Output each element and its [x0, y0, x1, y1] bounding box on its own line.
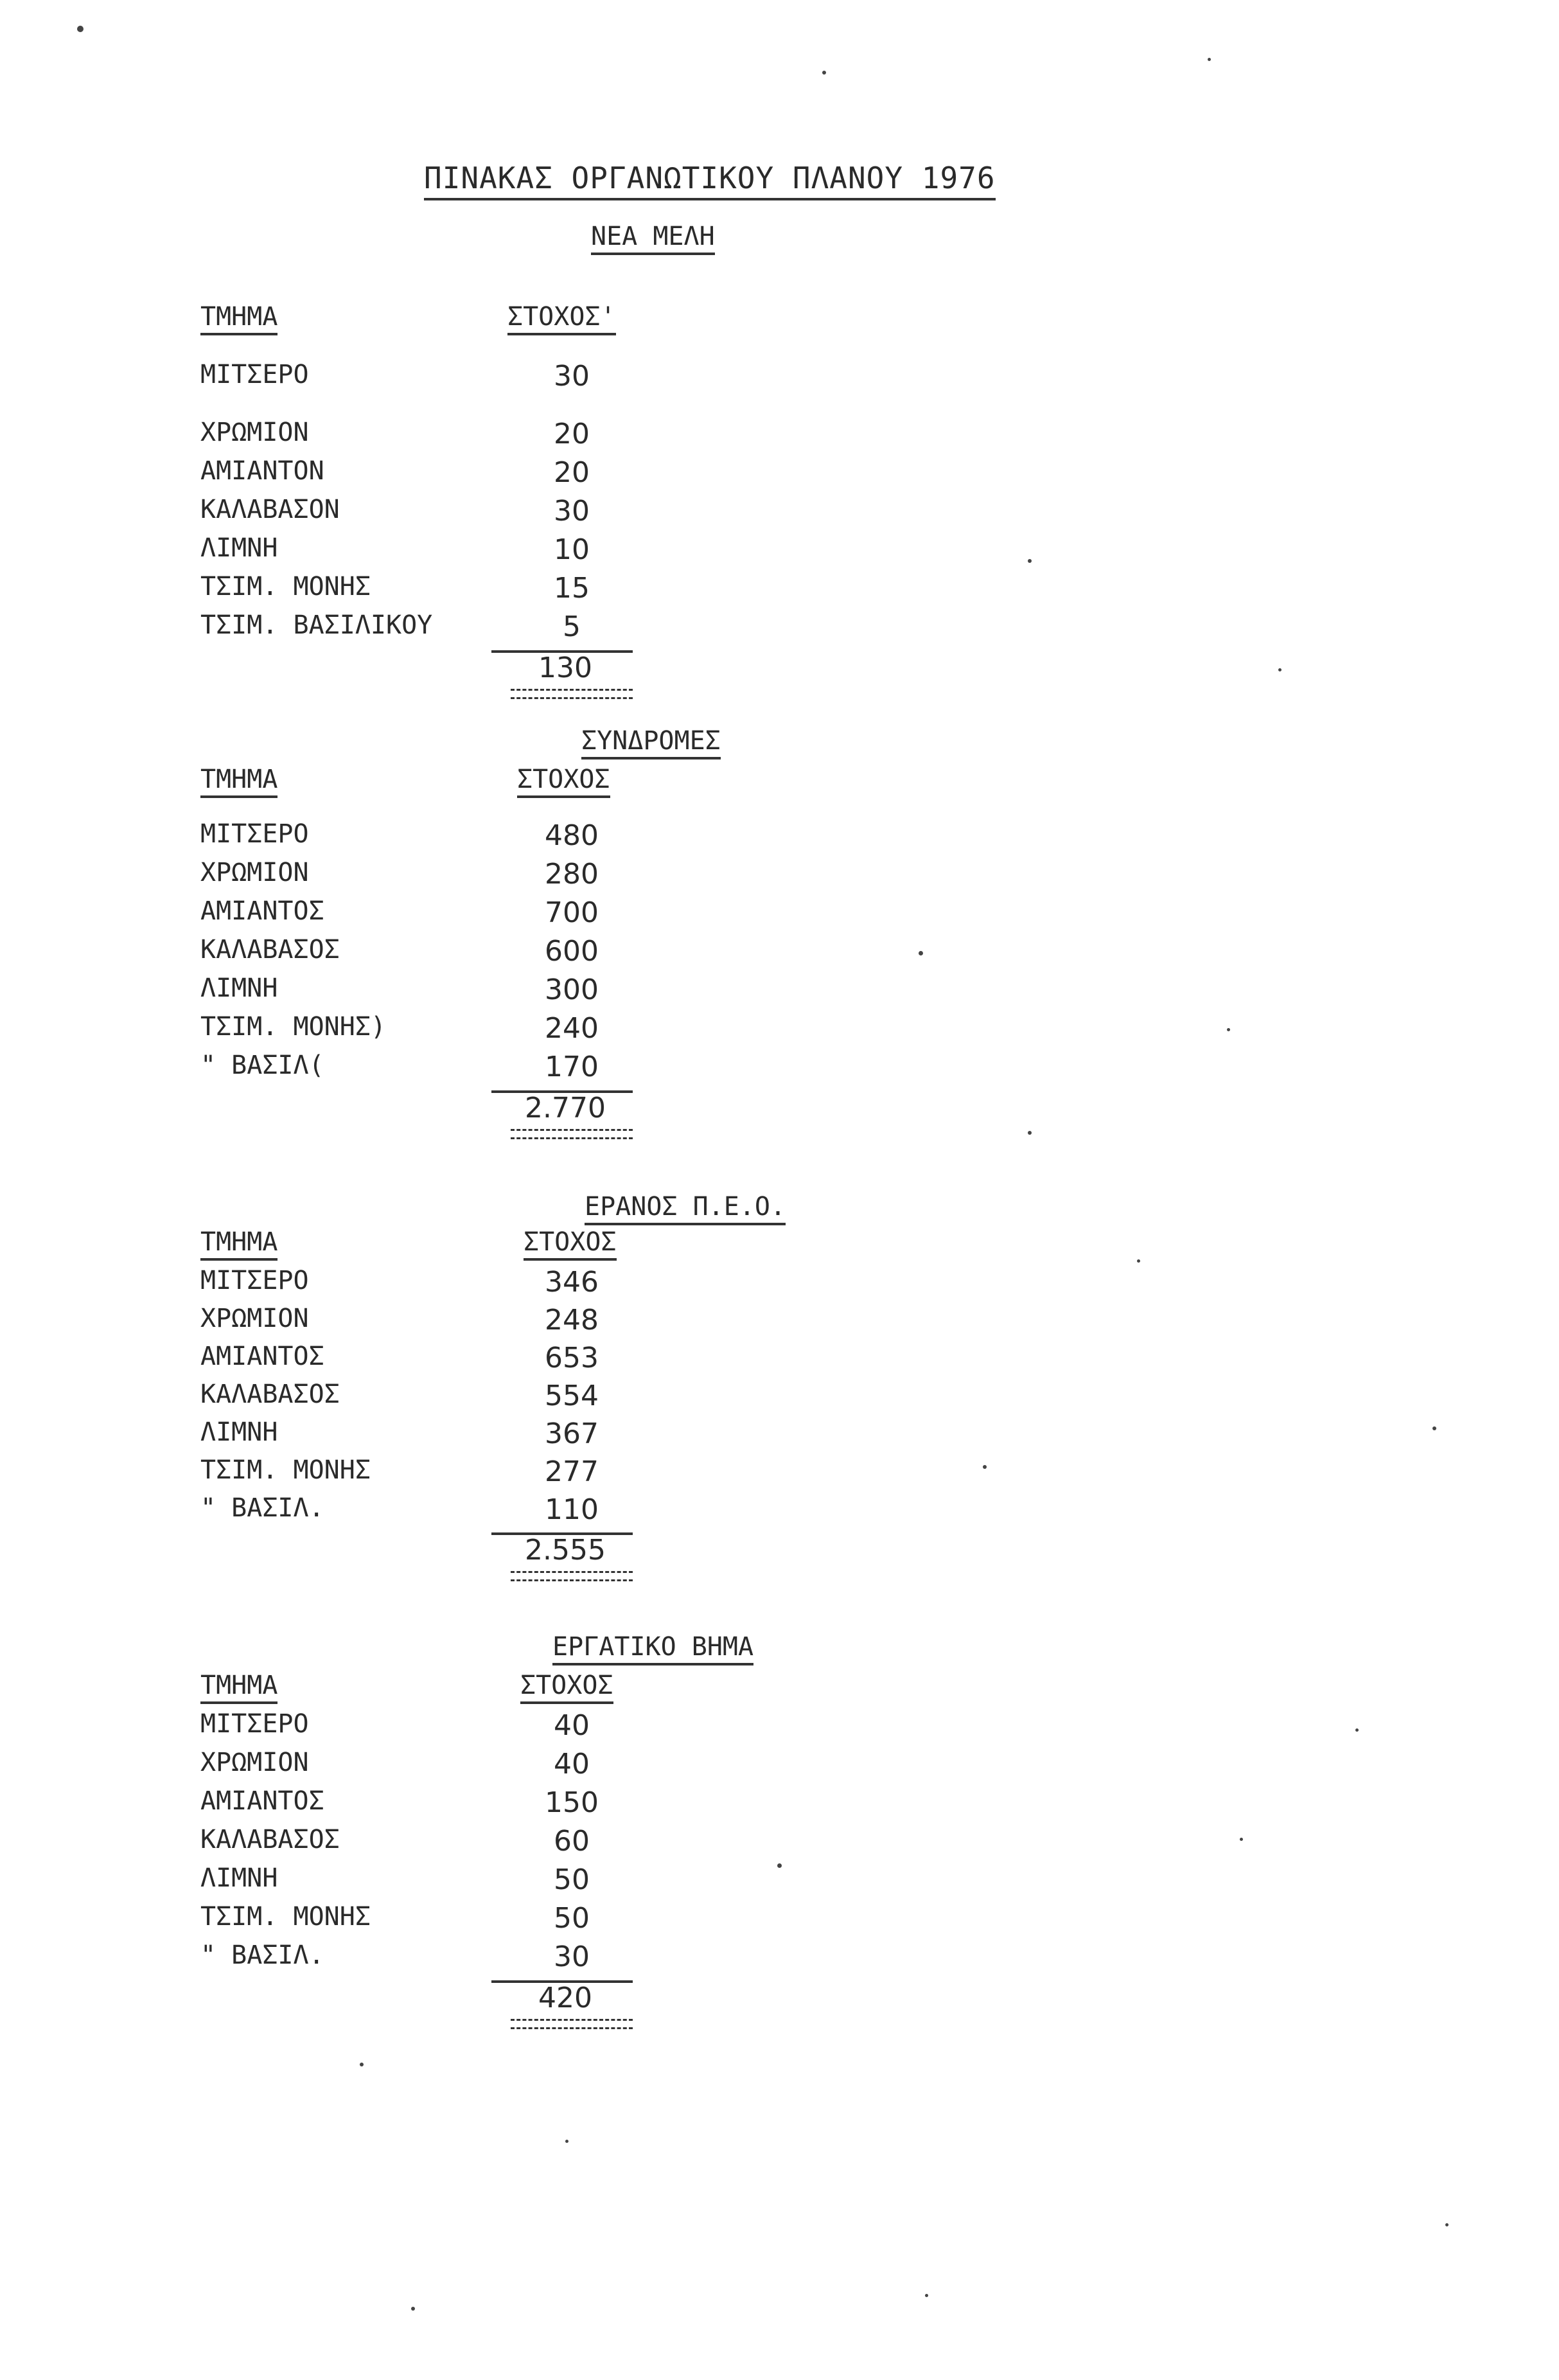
- scan-speck: [1028, 559, 1032, 563]
- total-value: 420: [538, 1982, 592, 2014]
- scan-speck: [983, 1465, 987, 1469]
- department-name: ΛΙΜΝΗ: [200, 973, 278, 1003]
- target-value: 653: [545, 1342, 599, 1374]
- target-value: 20: [554, 456, 590, 489]
- department-name: " ΒΑΣΙΛ.: [200, 1940, 324, 1970]
- scan-speck: [1278, 668, 1282, 671]
- table-row: [0, 1051, 771, 1089]
- department-name: ΤΣΙΜ. ΜΟΝΗΣ): [200, 1012, 386, 1042]
- department-name: ΜΙΤΣΕΡΟ: [200, 1266, 309, 1295]
- table-row: [0, 1455, 771, 1494]
- table-row: [0, 610, 771, 649]
- target-value: 600: [545, 935, 599, 968]
- total-double-rule: [511, 2019, 633, 2029]
- department-name: ΜΙΤΣΕΡΟ: [200, 360, 309, 389]
- column-header-department: ΤΜΗΜΑ: [200, 1671, 277, 1704]
- total-value: 130: [538, 652, 592, 684]
- scan-speck: [1208, 58, 1211, 61]
- column-header-target: ΣΤΟΧΟΣ: [517, 765, 610, 798]
- table-row: [0, 1304, 771, 1342]
- table-row: [0, 1493, 771, 1532]
- target-value: 30: [554, 1940, 590, 1973]
- department-name: ΚΑΛΑΒΑΣΟΝ: [200, 495, 340, 524]
- target-value: 5: [563, 610, 581, 643]
- department-name: ΑΜΙΑΝΤΟΣ: [200, 896, 324, 926]
- department-name: ΛΙΜΝΗ: [200, 533, 278, 563]
- department-name: ΚΑΛΑΒΑΣΟΣ: [200, 1825, 340, 1854]
- table-row: [0, 1825, 771, 1863]
- scan-speck: [1227, 1028, 1230, 1031]
- target-value: 30: [554, 495, 590, 528]
- department-name: ΑΜΙΑΝΤΟΣ: [200, 1342, 324, 1371]
- table-row: [0, 572, 771, 610]
- department-name: ΜΙΤΣΕΡΟ: [200, 819, 309, 849]
- column-header-target: ΣΤΟΧΟΣ: [520, 1671, 613, 1704]
- department-name: ΧΡΩΜΙΟΝ: [200, 858, 309, 887]
- table-row: [0, 1266, 771, 1304]
- target-value: 50: [554, 1863, 590, 1896]
- total-double-rule: [511, 689, 633, 699]
- target-value: 20: [554, 418, 590, 450]
- scan-speck: [77, 26, 84, 32]
- table-row: [0, 360, 771, 398]
- target-value: 30: [554, 360, 590, 393]
- department-name: " ΒΑΣΙΛ(: [200, 1051, 324, 1080]
- column-header-department: ΤΜΗΜΑ: [200, 302, 277, 335]
- target-value: 150: [545, 1786, 599, 1819]
- target-value: 110: [545, 1493, 599, 1526]
- scan-speck: [1028, 1131, 1032, 1135]
- department-name: ΤΣΙΜ. ΒΑΣΙΛΙΚΟΥ: [200, 610, 433, 640]
- table-row: [0, 1012, 771, 1051]
- department-name: ΜΙΤΣΕΡΟ: [200, 1709, 309, 1739]
- scan-speck: [360, 2063, 364, 2066]
- scan-speck: [1445, 2223, 1449, 2226]
- scan-speck: [1432, 1426, 1436, 1430]
- total-double-rule: [511, 1571, 633, 1581]
- table-row: [0, 1709, 771, 1748]
- department-name: ΤΣΙΜ. ΜΟΝΗΣ: [200, 1902, 371, 1932]
- column-header-department: ΤΜΗΜΑ: [200, 765, 277, 798]
- column-header-department: ΤΜΗΜΑ: [200, 1227, 277, 1261]
- target-value: 40: [554, 1748, 590, 1781]
- scan-speck: [822, 71, 826, 75]
- scan-speck: [1240, 1838, 1243, 1841]
- target-value: 480: [545, 819, 599, 852]
- scan-speck: [1355, 1728, 1359, 1732]
- target-value: 60: [554, 1825, 590, 1858]
- department-name: ΚΑΛΑΒΑΣΟΣ: [200, 1380, 340, 1409]
- target-value: 15: [554, 572, 590, 605]
- scan-speck: [411, 2307, 415, 2311]
- table-row: [0, 1748, 771, 1786]
- document-title: ΠΙΝΑΚΑΣ ΟΡΓΑΝΩΤΙΚΟΥ ΠΛΑΝΟΥ 1976: [424, 161, 996, 200]
- scan-speck: [1137, 1259, 1140, 1263]
- table-row: [0, 1417, 771, 1456]
- target-value: 170: [545, 1051, 599, 1083]
- target-value: 700: [545, 896, 599, 929]
- target-value: 40: [554, 1709, 590, 1742]
- scan-speck: [919, 951, 923, 955]
- total-double-rule: [511, 1129, 633, 1139]
- column-header-target: ΣΤΟΧΟΣ': [507, 302, 616, 335]
- department-name: ΤΣΙΜ. ΜΟΝΗΣ: [200, 1455, 371, 1485]
- department-name: ΛΙΜΝΗ: [200, 1863, 278, 1893]
- department-name: " ΒΑΣΙΛ.: [200, 1493, 324, 1523]
- department-name: ΤΣΙΜ. ΜΟΝΗΣ: [200, 572, 371, 601]
- total-value: 2.555: [525, 1534, 606, 1567]
- table-row: [0, 1342, 771, 1380]
- target-value: 248: [545, 1304, 599, 1337]
- scan-speck: [777, 1863, 782, 1868]
- section-heading: ΣΥΝΔΡΟΜΕΣ: [581, 726, 721, 759]
- target-value: 50: [554, 1902, 590, 1935]
- table-row: [0, 896, 771, 935]
- table-row: [0, 858, 771, 896]
- table-row: [0, 1863, 771, 1902]
- target-value: 346: [545, 1266, 599, 1299]
- department-name: ΚΑΛΑΒΑΣΟΣ: [200, 935, 340, 964]
- table-row: [0, 456, 771, 495]
- table-row: [0, 1902, 771, 1940]
- scan-speck: [925, 2294, 928, 2297]
- target-value: 554: [545, 1380, 599, 1412]
- table-row: [0, 1786, 771, 1825]
- department-name: ΑΜΙΑΝΤΟΝ: [200, 456, 324, 486]
- department-name: ΧΡΩΜΙΟΝ: [200, 1304, 309, 1333]
- column-header-target: ΣΤΟΧΟΣ: [524, 1227, 617, 1261]
- table-row: [0, 935, 771, 973]
- target-value: 277: [545, 1455, 599, 1488]
- target-value: 10: [554, 533, 590, 566]
- scan-speck: [565, 2140, 568, 2143]
- target-value: 280: [545, 858, 599, 891]
- target-value: 300: [545, 973, 599, 1006]
- section-heading: ΝΕΑ ΜΕΛΗ: [591, 222, 715, 255]
- department-name: ΧΡΩΜΙΟΝ: [200, 1748, 309, 1777]
- department-name: ΧΡΩΜΙΟΝ: [200, 418, 309, 447]
- target-value: 367: [545, 1417, 599, 1450]
- table-row: [0, 418, 771, 456]
- table-row: [0, 495, 771, 533]
- department-name: ΑΜΙΑΝΤΟΣ: [200, 1786, 324, 1816]
- target-value: 240: [545, 1012, 599, 1045]
- table-row: [0, 533, 771, 572]
- section-heading: ΕΡΓΑΤΙΚΟ ΒΗΜΑ: [552, 1632, 753, 1665]
- table-row: [0, 973, 771, 1012]
- table-row: [0, 819, 771, 858]
- table-row: [0, 1940, 771, 1979]
- total-value: 2.770: [525, 1092, 606, 1124]
- table-row: [0, 1380, 771, 1418]
- department-name: ΛΙΜΝΗ: [200, 1417, 278, 1447]
- section-heading: ΕΡΑΝΟΣ Π.Ε.Ο.: [585, 1192, 786, 1225]
